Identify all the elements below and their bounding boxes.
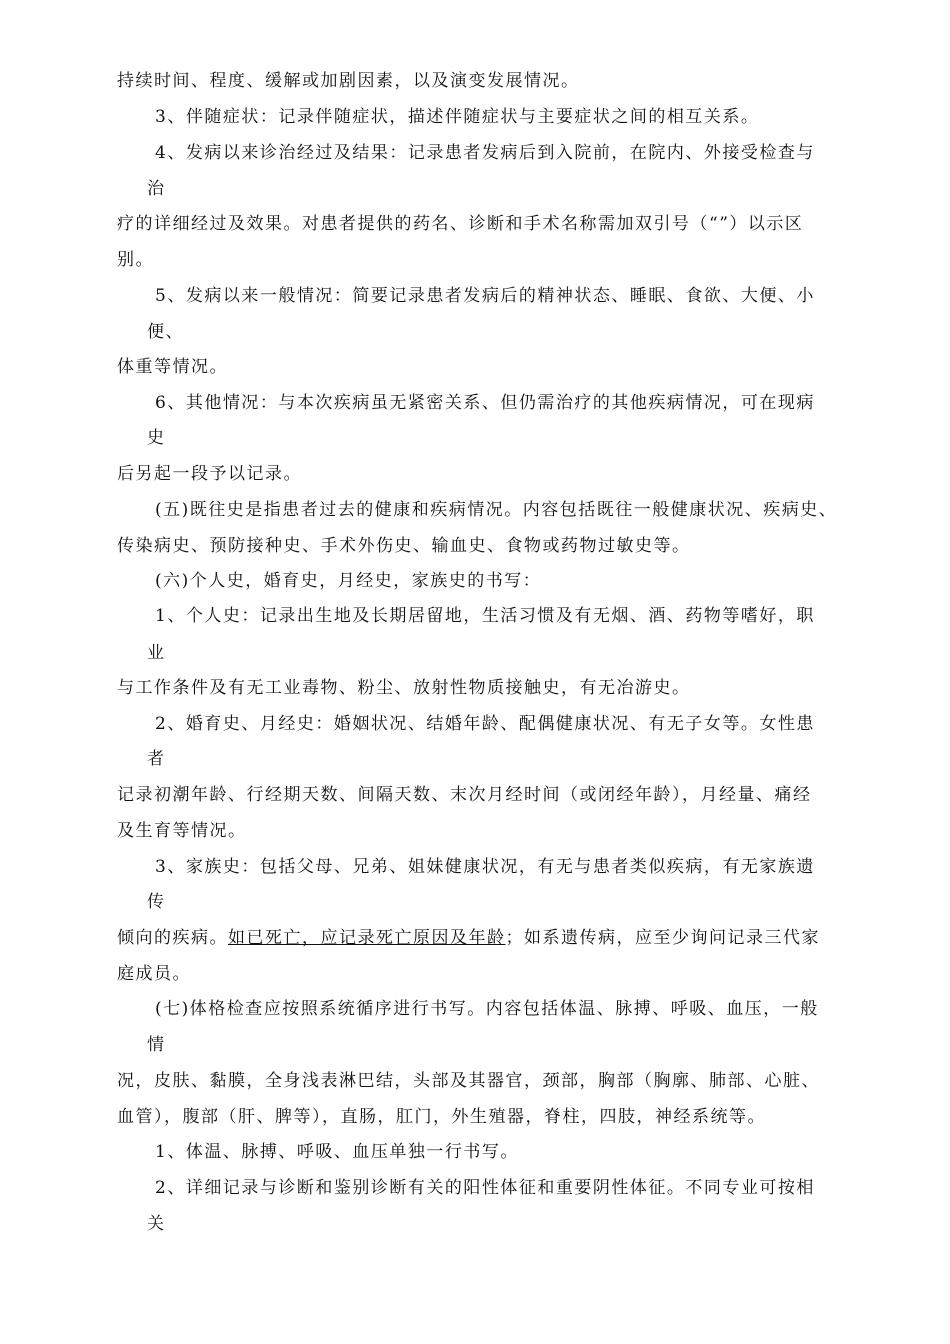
text-line: 5、发病以来一般情况：简要记录患者发病后的精神状态、睡眠、食欲、大便、小 <box>155 286 815 306</box>
text-segment: 倾向的疾病。 <box>117 928 228 948</box>
text-line: 记录初潮年龄、行经期天数、间隔天数、末次月经时间（或闭经年龄），月经量、痛经 <box>117 785 812 805</box>
text-line: 况，皮肤、黏膜，全身浅表淋巴结，头部及其器官，颈部，胸部（胸廓、肺部、心脏、 <box>117 1071 820 1091</box>
text-line: 便、 <box>147 322 184 342</box>
text-line: 后另起一段予以记录。 <box>117 464 302 484</box>
text-line: (六)个人史，婚育史，月经史，家族史的书写： <box>155 571 542 591</box>
text-line: 及生育等情况。 <box>117 821 247 841</box>
text-line: 关 <box>147 1214 166 1234</box>
underlined-text: 如已死亡，应记录死亡原因及年龄 <box>228 928 506 948</box>
text-line: 者 <box>147 749 166 769</box>
text-line: 业 <box>147 643 166 663</box>
text-line: 治 <box>147 179 166 199</box>
text-line: 与工作条件及有无工业毒物、粉尘、放射性物质接触史，有无冶游史。 <box>117 678 691 698</box>
text-line: (七)体格检查应按照系统循序进行书写。内容包括体温、脉搏、呼吸、血压，一般 <box>155 999 819 1019</box>
text-line: 1、体温、脉搏、呼吸、血压单独一行书写。 <box>155 1142 519 1162</box>
text-line: 2、详细记录与诊断和鉴别诊断有关的阳性体征和重要阴性体征。不同专业可按相 <box>155 1178 815 1198</box>
text-line: 疗的详细经过及效果。对患者提供的药名、诊断和手术名称需加双引号（“”）以示区 <box>117 214 804 234</box>
text-line: 2、婚育史、月经史：婚姻状况、结婚年龄、配偶健康状况、有无子女等。女性患 <box>155 714 815 734</box>
text-segment: ；如系遗传病，应至少询问记录三代家 <box>505 928 820 948</box>
text-line: 1、个人史：记录出生地及长期居留地，生活习惯及有无烟、酒、药物等嗜好，职 <box>155 606 815 626</box>
text-line: 庭成员。 <box>117 964 191 984</box>
text-line: 3、家族史：包括父母、兄弟、姐妹健康状况，有无与患者类似疾病，有无家族遗 <box>155 857 815 877</box>
text-line: 传染病史、预防接种史、手术外伤史、输血史、食物或药物过敏史等。 <box>117 536 691 556</box>
text-line: 传 <box>147 892 166 912</box>
text-line: 情 <box>147 1035 166 1055</box>
text-line: 持续时间、程度、缓解或加剧因素，以及演变发展情况。 <box>117 71 580 91</box>
text-line: 3、伴随症状：记录伴随症状，描述伴随症状与主要症状之间的相互关系。 <box>155 107 760 127</box>
text-line: 4、发病以来诊治经过及结果：记录患者发病后到入院前，在院内、外接受检查与 <box>155 143 815 163</box>
text-line: (五)既往史是指患者过去的健康和疾病情况。内容包括既往一般健康状况、疾病史、 <box>155 500 838 520</box>
text-line: 体重等情况。 <box>117 357 228 377</box>
text-line <box>117 927 820 949</box>
text-line: 血管），腹部（肝、脾等），直肠，肛门，外生殖器，脊柱，四肢，神经系统等。 <box>117 1107 766 1127</box>
text-line: 别。 <box>117 250 154 270</box>
text-line: 6、其他情况：与本次疾病虽无紧密关系、但仍需治疗的其他疾病情况，可在现病 <box>155 393 815 413</box>
text-line: 史 <box>147 428 166 448</box>
